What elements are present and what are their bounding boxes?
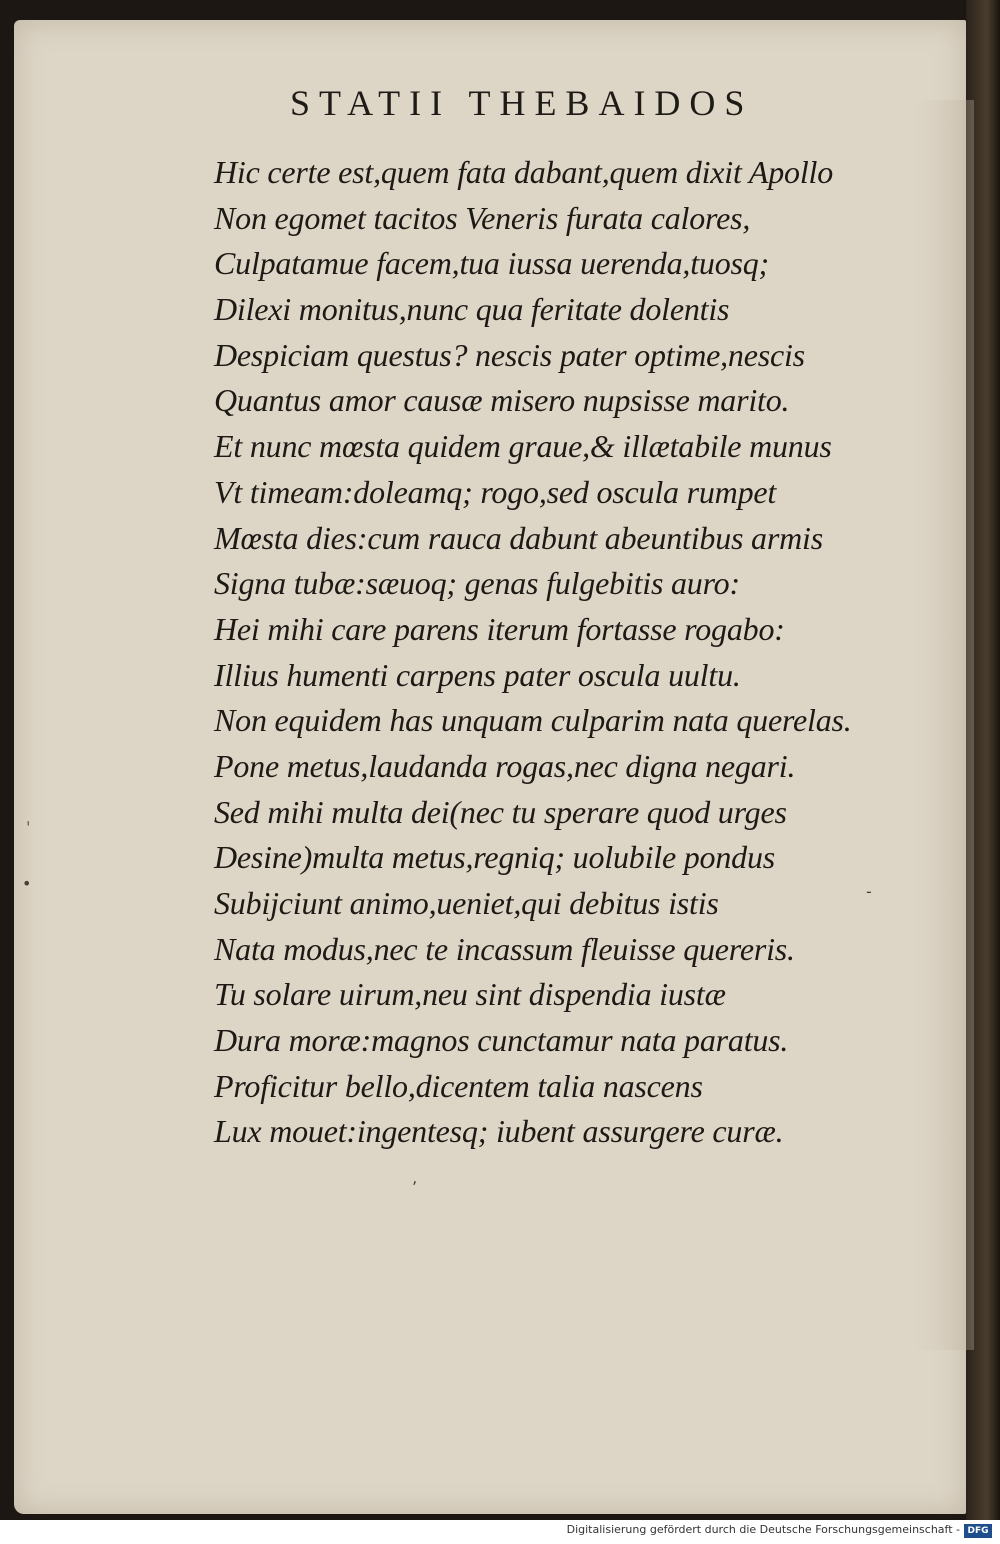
verse-line: Subijciunt animo,ueniet,qui debitus istis bbox=[214, 885, 719, 921]
verse-line: Proficitur bello,dicentem talia nascens bbox=[214, 1067, 703, 1104]
verse-line: Hic certe est,quem fata dabant,quem dixit Apollo bbox=[214, 154, 834, 190]
digitization-credit: Digitalisierung gefördert durch die Deutsche Forschungsgemeinschaft - bbox=[566, 1523, 960, 1536]
ink-speck: ʼ bbox=[412, 1178, 418, 1197]
verse-line: Non equidem has unquam culparim nata querelas. bbox=[214, 702, 852, 739]
verse-line: Pone metus,laudanda rogas,nec digna negari. bbox=[214, 747, 796, 784]
verse-line: Culpatamue facem,tua iussa uerenda,tuosq; bbox=[214, 245, 770, 282]
verse-line: Signa tubæ:sæuoq; genas fulgebitis auro: bbox=[214, 565, 740, 602]
verse-line: Lux mouet:ingentesq; iubent assurgere curæ. bbox=[214, 1113, 784, 1150]
verse-line: Desine)multa metus,regniq; uolubile pondus bbox=[214, 839, 776, 876]
verse-line: Et nunc mœsta quidem graue,& illætabile munus bbox=[214, 428, 832, 465]
verse-line: Despiciam questus? nescis pater optime,nescis bbox=[214, 336, 805, 373]
dfg-logo: DFG bbox=[964, 1524, 992, 1538]
verse-line: Nata modus,nec te incassum fleuisse quereris. bbox=[214, 930, 795, 967]
verse-line: Dilexi monitus,nunc qua feritate dolentis bbox=[214, 291, 730, 328]
verse-line: Vt timeam:doleamq; rogo,sed oscula rumpet bbox=[214, 473, 777, 510]
verse-line: Non egomet tacitos Veneris furata calores, bbox=[214, 199, 751, 236]
ink-speck: • bbox=[22, 874, 32, 893]
verse-line: Quantus amor causæ misero nupsisse marito. bbox=[214, 382, 790, 419]
verse-line: Illius humenti carpens pater oscula uultu. bbox=[214, 656, 741, 693]
verse-line: Mœsta dies:cum rauca dabunt abeuntibus armis bbox=[214, 519, 823, 556]
facing-page-show-through bbox=[914, 100, 974, 1350]
verse-line: Sed mihi multa dei(nec tu sperare quod urges bbox=[214, 793, 787, 830]
ink-speck: - bbox=[866, 882, 872, 901]
verse-line: Hei mihi care parens iterum fortasse rogabo: bbox=[214, 610, 785, 647]
verse-line: Tu solare uirum,neu sint dispendia iustæ bbox=[214, 976, 726, 1013]
verse-line: Dura moræ:magnos cunctamur nata paratus. bbox=[214, 1022, 789, 1059]
verse-block bbox=[214, 150, 914, 1155]
running-head: STATII THEBAIDOS bbox=[290, 83, 754, 123]
ink-speck: ˌ bbox=[26, 808, 31, 827]
